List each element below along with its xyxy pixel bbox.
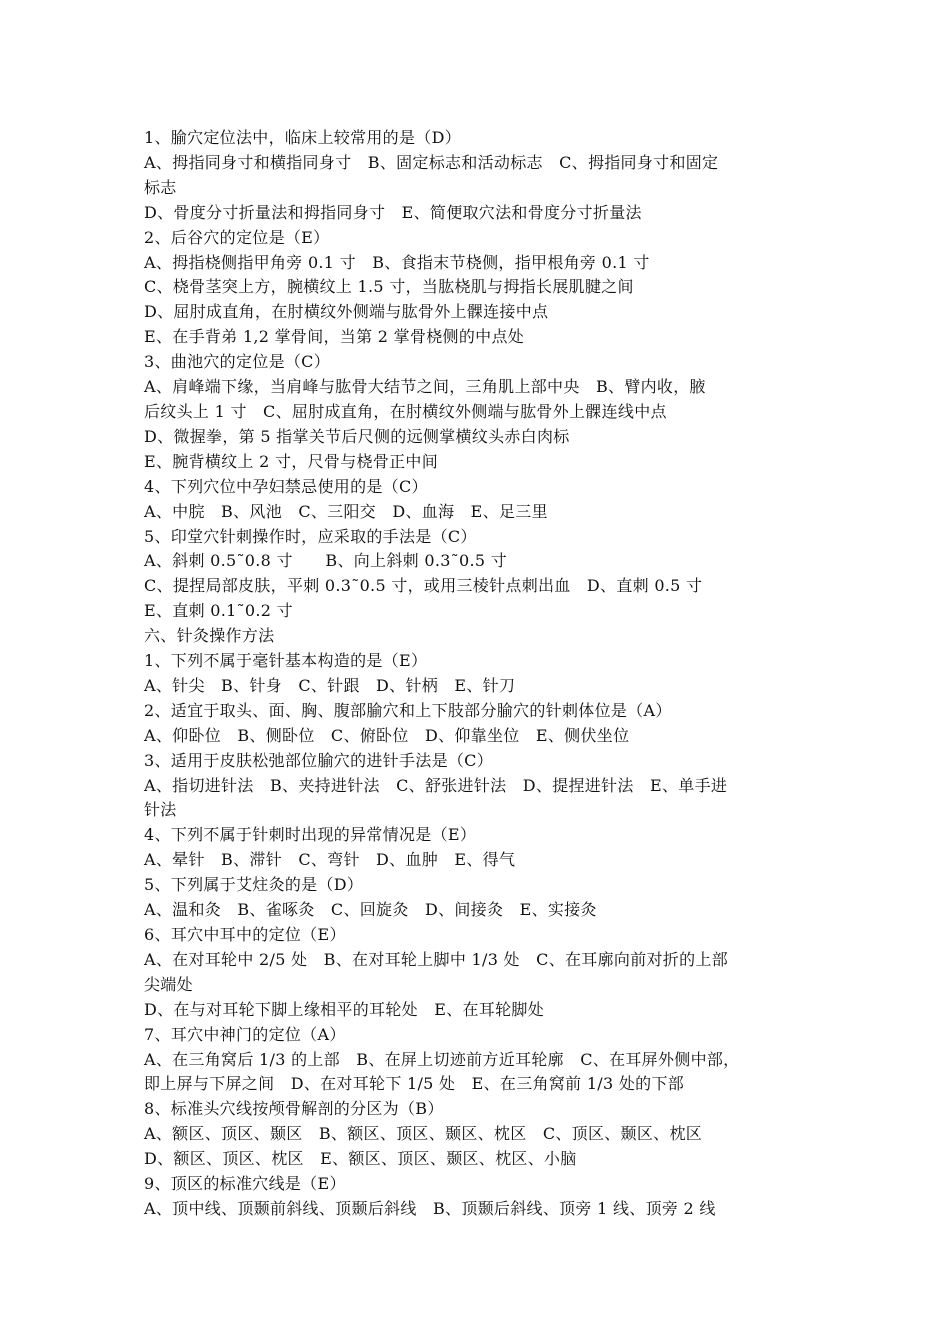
text-line: A、拇指桡侧指甲角旁 0.1 寸 B、食指末节桡侧，指甲根角旁 0.1 寸 — [144, 252, 650, 272]
text-line: 1、下列不属于毫针基本构造的是（E） — [144, 651, 428, 671]
text-line: E、腕背横纹上 2 寸，尺骨与桡骨正中间 — [144, 451, 439, 471]
text-line: A、拇指同身寸和横指同身寸 B、固定标志和活动标志 C、拇指同身寸和固定 — [144, 152, 719, 172]
text-line: D、骨度分寸折量法和拇指同身寸 E、简便取穴法和骨度分寸折量法 — [144, 202, 642, 222]
text-line: 4、下列不属于针刺时出现的异常情况是（E） — [144, 825, 477, 845]
text-line: 六、针灸操作方法 — [144, 626, 275, 646]
text-line: A、温和灸 B、雀啄灸 C、回旋灸 D、间接灸 E、实接灸 — [144, 900, 597, 920]
text-line: A、指切进针法 B、夹持进针法 C、舒张进针法 D、提捏进针法 E、单手进 — [144, 775, 728, 795]
text-line: A、肩峰端下缘，当肩峰与肱骨大结节之间，三角肌上部中央 B、臂内收，腋 — [144, 377, 706, 397]
text-line: D、屈肘成直角，在肘横纹外侧端与肱骨外上髁连接中点 — [144, 302, 549, 322]
text-line: 5、下列属于艾炷灸的是（D） — [144, 875, 364, 895]
text-line: 即上屏与下屏之间 D、在对耳轮下 1/5 处 E、在三角窝前 1/3 处的下部 — [144, 1074, 685, 1094]
text-line: 6、耳穴中耳中的定位（E） — [144, 925, 346, 944]
text-line: A、针尖 B、针身 C、针跟 D、针柄 E、针刀 — [144, 675, 516, 695]
text-line: A、仰卧位 B、侧卧位 C、俯卧位 D、仰靠坐位 E、侧伏坐位 — [144, 725, 630, 745]
text-line: 后纹头上 1 寸 C、屈肘成直角，在肘横纹外侧端与肱骨外上髁连线中点 — [144, 401, 667, 421]
text-line: A、在对耳轮中 2/5 处 B、在对耳轮上脚中 1/3 处 C、在耳廓向前对折的上部 — [144, 949, 728, 969]
text-line: 2、后谷穴的定位是（E） — [144, 227, 330, 247]
text-line: A、晕针 B、滞针 C、弯针 D、血肿 E、得气 — [144, 850, 516, 870]
text-line: 标志 — [144, 177, 177, 197]
text-line: 针法 — [144, 800, 177, 820]
text-line: D、在与对耳轮下脚上缘相平的耳轮处 E、在耳轮脚处 — [144, 999, 545, 1019]
text-line: 1、腧穴定位法中，临床上较常用的是（D） — [144, 128, 462, 147]
text-line: A、斜刺 0.5˜0.8 寸 B、向上斜刺 0.3˜0.5 寸 — [144, 551, 508, 571]
text-line: A、顶中线、顶颞前斜线、顶颞后斜线 B、顶颞后斜线、顶旁 1 线、顶旁 2 线 — [144, 1198, 716, 1218]
text-line: A、中脘 B、风池 C、三阳交 D、血海 E、足三里 — [144, 501, 548, 521]
text-line: 8、标准头穴线按颅骨解剖的分区为（B） — [144, 1099, 444, 1119]
text-line: 尖端处 — [144, 974, 193, 994]
text-line: 7、耳穴中神门的定位（A） — [144, 1024, 346, 1044]
text-line: C、提捏局部皮肤，平刺 0.3˜0.5 寸，或用三棱针点刺出血 D、直刺 0.5 寸 — [144, 576, 703, 596]
text-line: 3、适用于皮肤松弛部位腧穴的进针手法是（C） — [144, 750, 494, 770]
text-line: 2、适宜于取头、面、胸、腹部腧穴和上下肢部分腧穴的针刺体位是（A） — [144, 700, 672, 720]
text-line: E、直刺 0.1˜0.2 寸 — [144, 601, 293, 621]
text-line: 9、顶区的标准穴线是（E） — [144, 1174, 346, 1194]
text-line: D、额区、顶区、枕区 E、额区、顶区、颞区、枕区、小脑 — [144, 1149, 577, 1169]
text-line: 3、曲池穴的定位是（C） — [144, 352, 331, 372]
text-line: 5、印堂穴针刺操作时，应采取的手法是（C） — [144, 526, 477, 546]
document-page — [144, 126, 816, 1222]
text-line: E、在手背弟 1,2 掌骨间，当第 2 掌骨桡侧的中点处 — [144, 327, 525, 347]
text-line: A、额区、顶区、颞区 B、额区、顶区、颞区、枕区 C、顶区、颞区、枕区 — [144, 1124, 703, 1144]
text-line: C、桡骨茎突上方，腕横纹上 1.5 寸，当肱桡肌与拇指长展肌腱之间 — [144, 277, 634, 297]
text-line: D、微握拳，第 5 指掌关节后尺侧的远侧掌横纹头赤白肉标 — [144, 426, 570, 446]
text-line: 4、下列穴位中孕妇禁忌使用的是（C） — [144, 476, 428, 496]
text-line: A、在三角窝后 1/3 的上部 B、在屏上切迹前方近耳轮廓 C、在耳屏外侧中部， — [144, 1049, 740, 1069]
